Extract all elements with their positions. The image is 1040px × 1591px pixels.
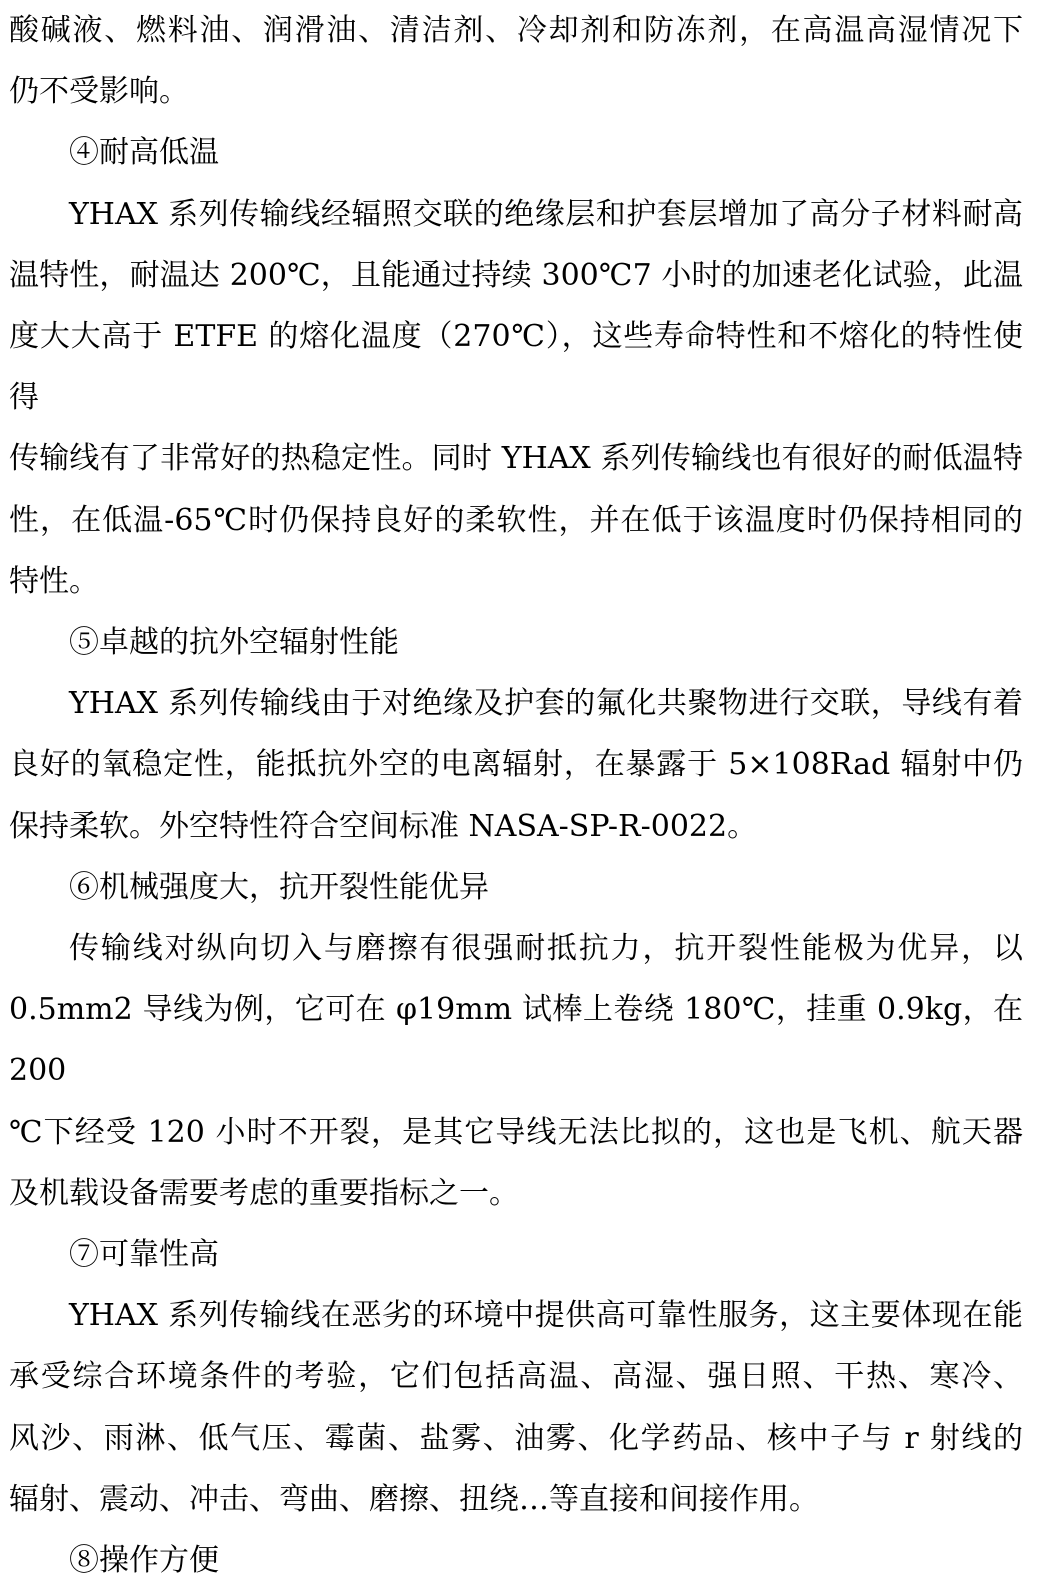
text-line: 仍不受影响。 <box>9 74 189 110</box>
paragraph-resistance-continued <box>9 0 1023 122</box>
text-line: 度大大高于 ETFE 的熔化温度（270℃），这些寿命特性和不熔化的特性使得 <box>9 319 1023 416</box>
paragraph-mechanical-strength <box>9 918 1023 1224</box>
text-line: 性，在低温-65℃时仍保持良好的柔软性，并在低于该温度时仍保持相同的 <box>9 502 1023 538</box>
document-page <box>9 0 1023 1591</box>
text-line: YHAX 系列传输线经辐照交联的绝缘层和护套层增加了高分子材料耐高 <box>69 196 1023 232</box>
section-heading-space-radiation: ⑤卓越的抗外空辐射性能 <box>69 625 399 661</box>
text-line: 酸碱液、燃料油、润滑油、清洁剂、冷却剂和防冻剂，在高温高湿情况下 <box>9 13 1023 48</box>
text-line: 传输线对纵向切入与磨擦有很强耐抵抗力，抗开裂性能极为优异，以 <box>69 931 1023 967</box>
text-line: 特性。 <box>9 563 99 599</box>
section-heading-easy-operation: ⑧操作方便 <box>69 1543 219 1579</box>
section-heading-high-low-temperature: ④耐高低温 <box>69 135 219 171</box>
paragraph-space-radiation <box>9 673 1023 857</box>
paragraph-high-low-temperature <box>9 184 1023 612</box>
text-line: YHAX 系列传输线由于对绝缘及护套的氟化共聚物进行交联，导线有着 <box>69 686 1023 722</box>
text-line: 传输线有了非常好的热稳定性。同时 YHAX 系列传输线也有很好的耐低温特 <box>9 441 1023 477</box>
text-line: 及机载设备需要考虑的重要指标之一。 <box>9 1175 519 1211</box>
section-heading-mechanical-strength: ⑥机械强度大，抗开裂性能优异 <box>69 869 489 905</box>
text-line: ℃下经受 120 小时不开裂，是其它导线无法比拟的，这也是飞机、航天器 <box>9 1114 1023 1150</box>
text-line: 0.5mm2 导线为例，它可在 φ19mm 试棒上卷绕 180℃，挂重 0.9kg，在 200 <box>9 992 1023 1089</box>
text-line: 保持柔软。外空特性符合空间标准 NASA-SP-R-0022。 <box>9 808 758 844</box>
text-line: 良好的氧稳定性，能抵抗外空的电离辐射，在暴露于 5×108Rad 辐射中仍 <box>9 747 1023 783</box>
section-heading-reliability: ⑦可靠性高 <box>69 1237 219 1273</box>
text-line: 承受综合环境条件的考验，它们包括高温、高湿、强日照、干热、寒冷、 <box>9 1359 1023 1395</box>
paragraph-reliability <box>9 1285 1023 1530</box>
text-line: 风沙、雨淋、低气压、霉菌、盐雾、油雾、化学药品、核中子与 r 射线的 <box>9 1420 1023 1456</box>
text-line: YHAX 系列传输线在恶劣的环境中提供高可靠性服务，这主要体现在能 <box>69 1298 1023 1334</box>
text-line: 辐射、震动、冲击、弯曲、磨擦、扭绕…等直接和间接作用。 <box>9 1481 819 1517</box>
text-line: 温特性，耐温达 200℃，且能通过持续 300℃7 小时的加速老化试验，此温 <box>9 257 1023 293</box>
